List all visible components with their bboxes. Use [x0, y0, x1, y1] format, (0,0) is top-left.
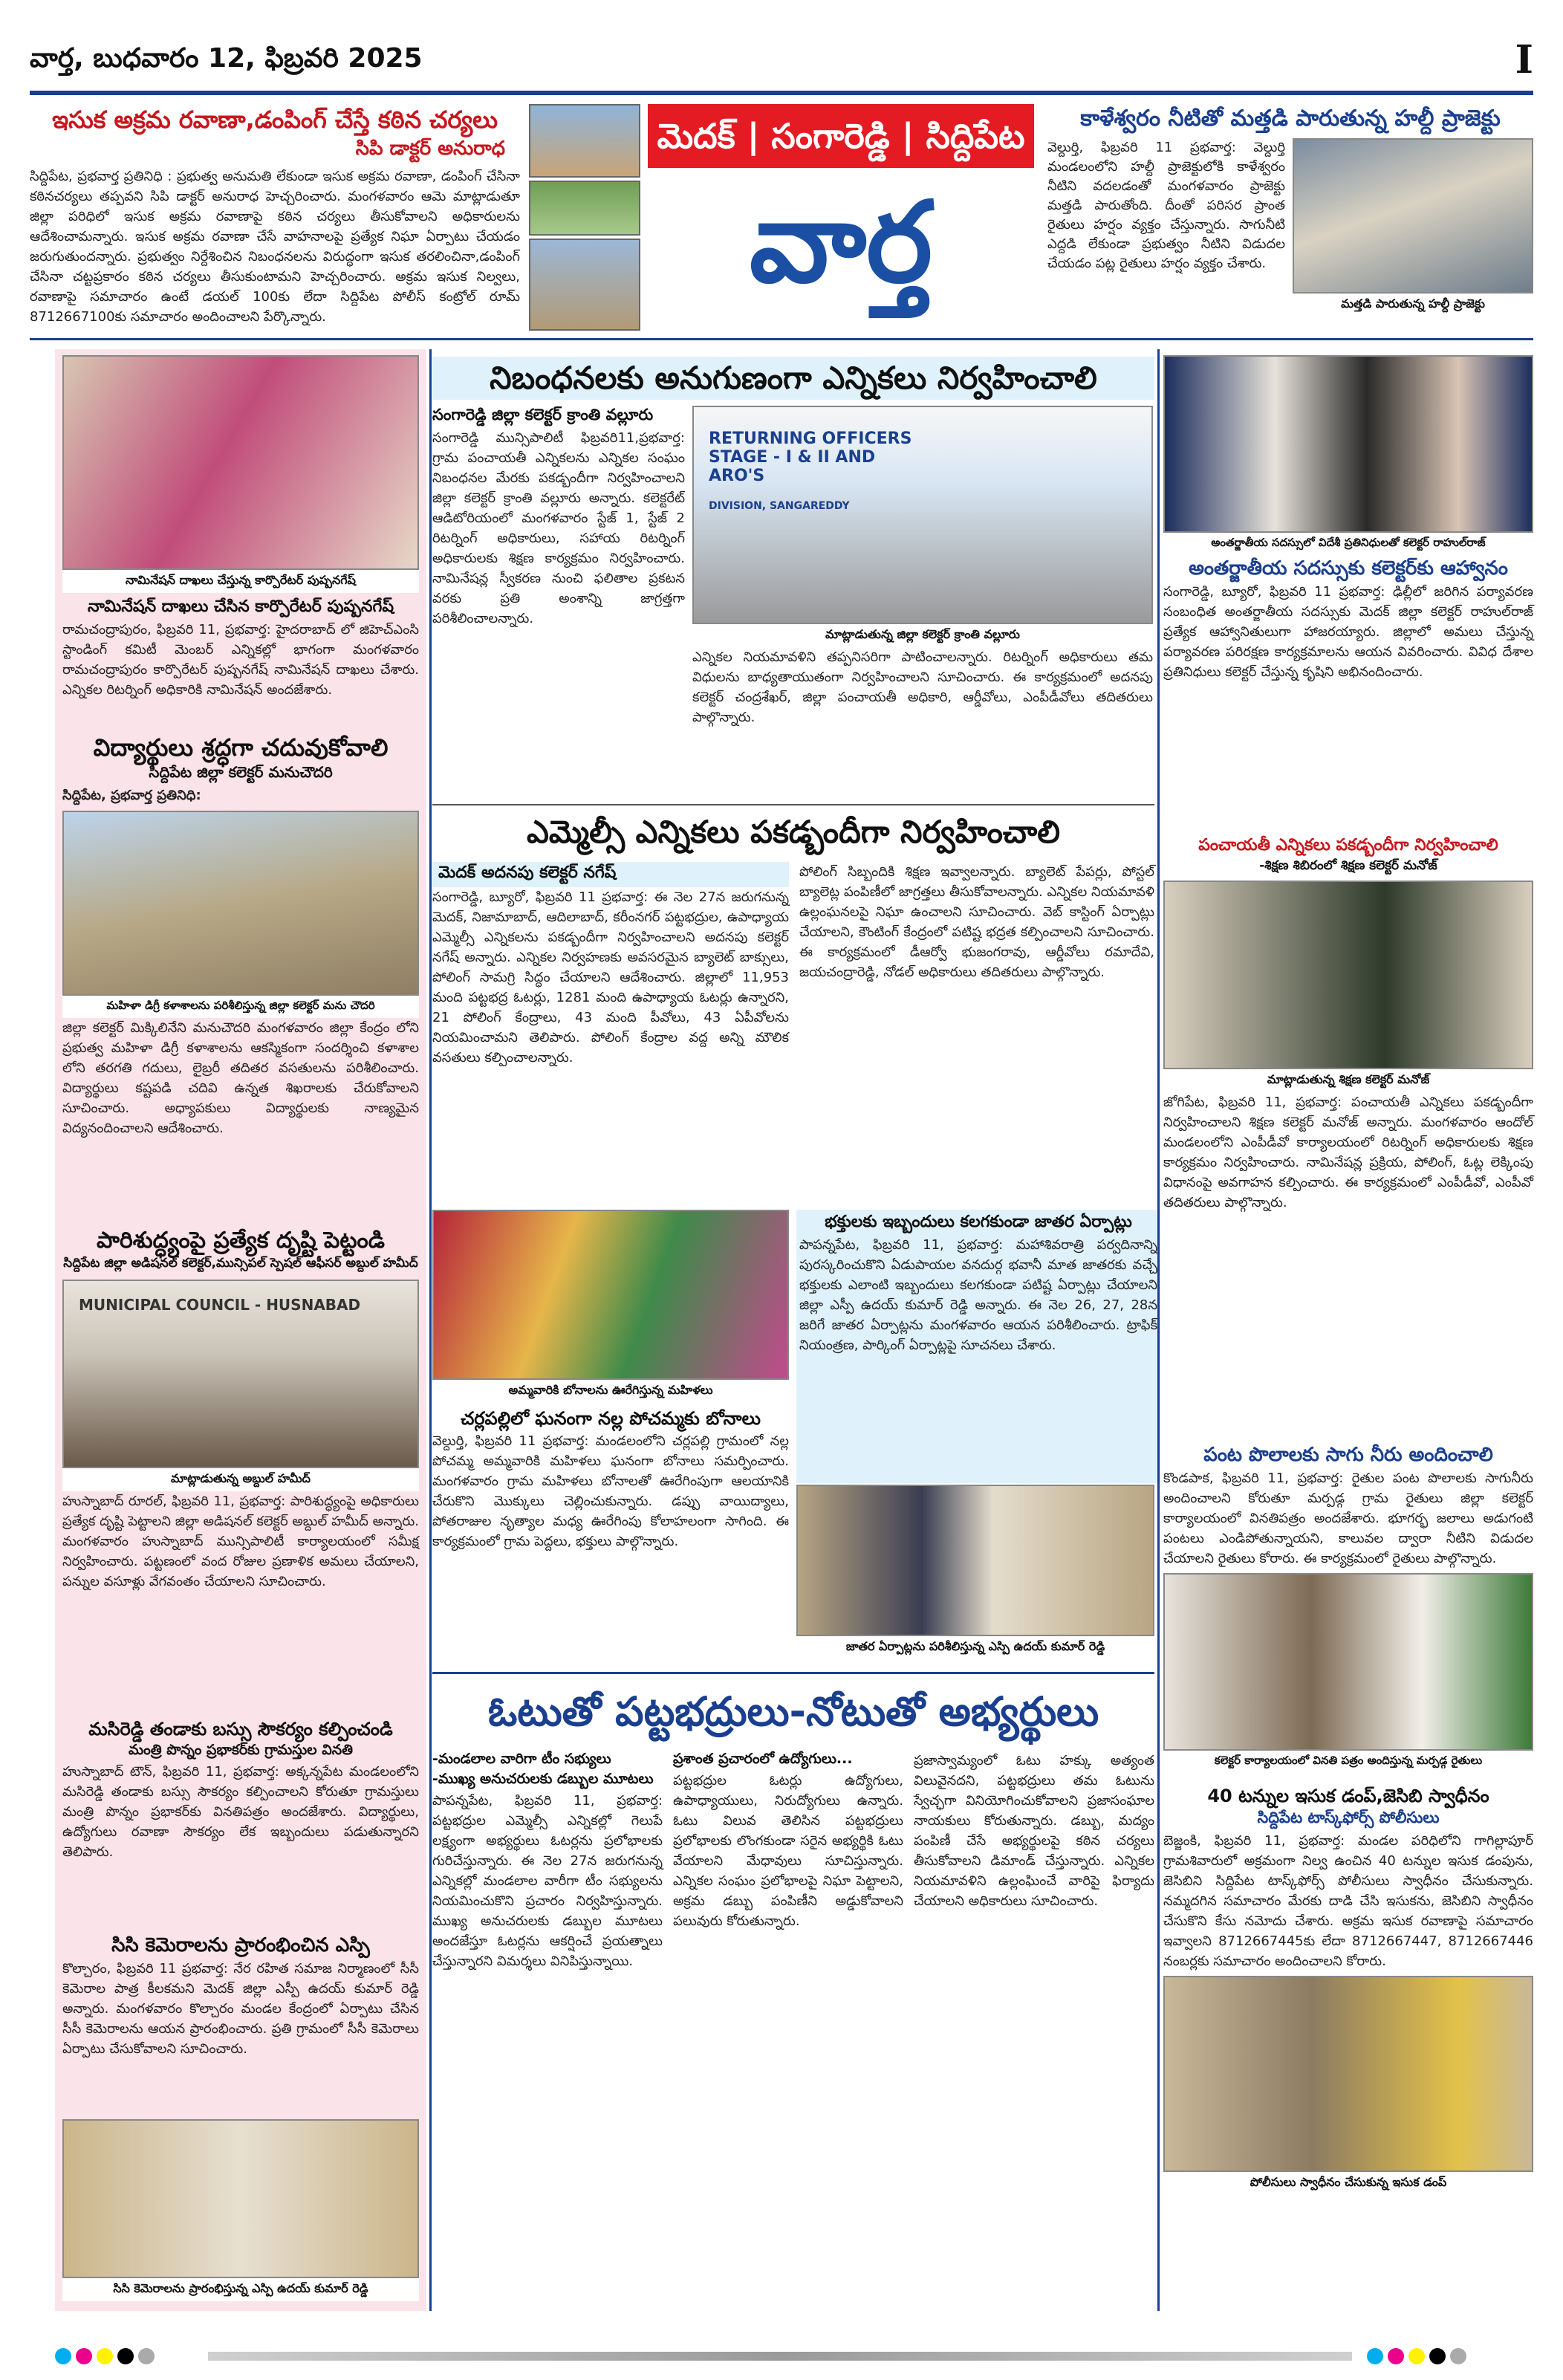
subheadline-1: -మండలాల వారిగా టీం సభ్యులు: [432, 1751, 611, 1767]
rule: [30, 338, 1533, 340]
body: బెజ్జంకి, ఫిబ్రవరి 11, ప్రభవార్త: మండల పరిధిలోని గాగిల్లాపూర్ గ్రామశివారులో అక్రమంగా నిల్వ ఉంచిన 40 టన్నుల ఇసుక డంపును, జెసిబిని సిద్దిపేట టాస్క్‌ఫోర్స్ పోలీసులు స్వాధీనం చేసుకున్నారు. నమ్మదగిన సమాచారం మేరకు దాడి చేసి ఇసుకను, జెసిబిని స్వాధీనం చేసుకొని కేసు నమోదు చేశారు. అక్రమ ఇసుక రవాణాపై సమాచారం ఇవ్వాలని 8712667445కు లేదా 8712667447, 8712667446 నంబర్లకు సమాచారం అందించాలని కోరారు.: [1163, 1833, 1533, 1969]
subheadline: -శిక్షణ శిబిరంలో శిక్షణ కలెక్టర్ మనోజ్: [1259, 858, 1437, 873]
body: జిల్లా కలెక్టర్ మిక్కిలినేని మనుచౌదరి మంగళవారం జిల్లా కేంద్రం లోని ప్రభుత్వ మహిళా డిగ్రీ కళాశాలను ఆకస్మికంగా సందర్శించి కళాశాల లోని తరగతి గదులు, లైబ్రరీ తదితర వసతులను పరిశీలించారు. విద్యార్థులు కష్టపడి చదివి ఉన్నత శిఖరాలకు చేరుకోవాలని సూచించారు. అధ్యాపకులు విద్యార్థులకు నాణ్యమైన విద్యనందించాలని ఆదేశించారు.: [62, 1020, 419, 1136]
caption: నామినేషన్ దాఖలు చేస్తున్న కార్పొరేటర్ పుష్పనగేష్: [62, 570, 419, 593]
council-photo: [62, 1280, 419, 1468]
headline: చర్లపల్లిలో ఘనంగా నల్ల పోచమ్మకు బోనాలు: [461, 1408, 761, 1429]
caption: అంతర్జాతీయ సదస్సులో విదేశీ ప్రతినిధులతో కలెక్టర్ రాహుల్‌రాజ్: [1163, 533, 1533, 555]
nomination-photo: [62, 355, 419, 570]
story-jatara: [796, 1210, 1160, 1483]
color-registration-right: [1367, 2348, 1471, 2367]
headline: కాళేశ్వరం నీటితో మత్తడి పారుతున్న హల్దీ ప్రాజెక్టు: [1080, 106, 1501, 132]
body: పాపన్నపేట, ఫిబ్రవరి 11, ప్రభవార్త: మహాశివరాత్రి పర్వదినాన్ని పురస్కరించుకొని ఏడుపాయల వనదుర్గ భవానీ మాత జాతరకు వచ్చే భక్తులకు ఎలాంటి ఇబ్బందులు కలగకుండా పటిష్ట ఏర్పాట్లు చేయాలని జిల్లా ఎస్పీ ఉదయ్ కుమార్ రెడ్డి అన్నారు. ఈ నెల 26, 27, 28న జరిగే జాతర ఏర్పాట్లను మంగళవారం ఆయన పరిశీలించారు. ట్రాఫిక్ నియంత్రణ, పార్కింగ్ ఏర్పాట్లపై సూచనలు చేశారు.: [799, 1237, 1157, 1353]
headline: ఓటుతో పట్టభద్రులు-నోటుతో అభ్యర్థులు: [487, 1688, 1099, 1735]
body-left: సంగారెడ్డి మున్సిపాలిటీ ఫిబ్రవరి11,ప్రభవార్త: గ్రామ పంచాయతీ ఎన్నికలను ఎన్నికల సంఘం నిబంధనల మేరకు పకడ్బందీగా నిర్వహించాలని జిల్లా కలెక్టర్ క్రాంతి వల్లూరు అన్నారు. కలెక్టరేట్ ఆడిటోరియంలో మంగళవారం స్టేజ్ 1, స్టేజ్ 2 రిటర్నింగ్ అధికారులు, సహాయ రిటర్నింగ్ అధికారులకు శిక్షణ కార్యక్రమం నిర్వహించారు. నామినేషన్ల స్వీకరణ నుంచి ఫలితాల ప్రకటన వరకు ప్రతి అంశాన్ని జాగ్రత్తగా పరిశీలించాలన్నారు.: [432, 430, 685, 626]
subheadline: సిద్దిపేట జిల్లా కలెక్టర్ మనుచౌదరి: [149, 763, 333, 781]
subheadline: సిద్దిపేట జిల్లా అడిషనల్ కలెక్టర్,మున్సిపల్ స్పెషల్ ఆఫీసర్ అబ్దుల్ హమీద్: [63, 1256, 418, 1271]
caption: మాట్లాడుతున్న అబ్దుల్ హమీద్: [62, 1468, 419, 1491]
caption: అమ్మవారికి బోనాలను ఊరేగిస్తున్న మహిళలు: [432, 1380, 789, 1403]
seized-photo: [1163, 1976, 1533, 2172]
body: కొండపాక, ఫిబ్రవరి 11, ప్రభవార్త: రైతుల పంట పొలాలకు సాగునీరు అందించాలని కోరుతూ మర్పడ్గ గ్రామ రైతులు జిల్లా కలెక్టర్ కార్యాలయంలో వినతిపత్రం అందజేశారు. భూగర్భ జలాలు అడుగంటి పంటలు ఎండిపోతున్నాయని, కాలువల ద్వారా నీటిని విడుదల చేయాలని రైతులు కోరారు. ఈ కార్యక్రమంలో రైతులు పాల్గొన్నారు.: [1163, 1471, 1533, 1566]
story-crops: [1163, 1442, 1533, 1773]
farmers-photo: [1163, 1573, 1533, 1751]
headline: పంచాయతీ ఎన్నికలు పకడ్బందీగా నిర్వహించాలి: [1198, 836, 1498, 855]
body-right: ఎన్నికల నియమావళిని తప్పనిసరిగా పాటించాలన్నారు. రిటర్నింగ్ అధికారులు తమ విధులను బాధ్యతాయుతంగా నిర్వహించాలని సూచించారు. ఈ కార్యక్రమంలో అదనపు కలెక్టర్ చంద్రశేఖర్, జిల్లా పంచాయతీ అధికారి, ఆర్డీవోలు, ఎంపీడీవోలు తదితరులు పాల్గొన్నారు.: [692, 649, 1153, 725]
training-class-photo: [1163, 881, 1533, 1069]
column-rule: [1157, 349, 1160, 2311]
caption: సిసి కెమెరాలను ప్రారంభిస్తున్న ఎస్పి ఉదయ్ కుమార్ రెడ్డి: [62, 2278, 419, 2301]
dateline: వార్త, బుధవారం 12, ఫిబ్రవరి 2025: [30, 43, 423, 74]
headline: మసిరెడ్డి తండాకు బస్సు సౌకర్యం కల్పించండి: [88, 1719, 393, 1739]
subheadline: మంత్రి పొన్నం ప్రభాకర్‌కు గ్రామస్తుల వినతి: [129, 1742, 353, 1758]
dam-photo: [1293, 138, 1533, 294]
headline: అంతర్జాతీయ సదస్సుకు కలెక్టర్‌కు ఆహ్వానం: [1189, 557, 1508, 580]
brand-logo: వార్త: [749, 177, 933, 308]
dateline: సిద్దిపేట, ప్రభవార్త ప్రతినిధి:: [62, 788, 201, 803]
headline: ఎమ్మెల్సీ ఎన్నికలు పకడ్బందీగా నిర్వహించాలి: [526, 814, 1060, 850]
story-sanitation: [62, 1226, 419, 1592]
subheadline: సంగారెడ్డి జిల్లా కలెక్టర్ క్రాంతి వల్లూరు: [432, 406, 654, 424]
story-mlc-body: [432, 862, 1154, 1068]
jatara-photo: [796, 1485, 1154, 1636]
caption: మాట్లాడుతున్న జిల్లా కలెక్టర్ క్రాంతి వల్లూరు: [692, 624, 1153, 647]
temple-photo: [529, 104, 640, 178]
body-2: పట్టభద్రుల ఓటర్లు ఉద్యోగులు, ఉపాధ్యాయులు, నిరుద్యోగులు ఉన్నారు. ఓటు విలువ తెలిసిన పట్టభద్రులు ప్రలోభాలకు లొంగకుండా సరైన అభ్యర్థికి ఓటు వేయాలని మేధావులు సూచిస్తున్నారు. ఎన్నికల సంఘం ప్రలోభాలపై నిఘా పెట్టాలని, అక్రమ డబ్బు పంపిణీని అడ్డుకోవాలని పలువురు కోరుతున్నారు.: [673, 1773, 903, 1929]
body: సంగారెడ్డి, బ్యూరో, ఫిబ్రవరి 11 ప్రభవార్త: ఈ నెల 27న జరుగనున్న మెదక్, నిజామాబాద్, ఆదిలాబాద్, కరీంనగర్ పట్టభద్రుల, ఉపాధ్యాయ ఎమ్మెల్సీ ఎన్నికలను పకడ్బందీగా నిర్వహించాలని అదనపు కలెక్టర్ నగేష్ అన్నారు. ఎన్నికల నిర్వహణకు అవసరమైన బ్యాలెట్ బాక్సులు, పోలింగ్ సామగ్రి సిద్ధం చేయాలని ఆదేశించారు. జిల్లాలో 11,953 మంది పట్టభద్ర ఓటర్లు, 1281 మంది ఉపాధ్యాయ ఓటర్లు ఉన్నారని, 21 పోలింగ్ కేంద్రాలు, 43 మంది పీవోలు, 43 ఏపీవోలను నియమించామని తెలిపారు. పోలింగ్ కేంద్రాల వద్ద అన్ని మౌలిక వసతులు కల్పించాలన్నారు.: [432, 889, 789, 1066]
headline: పారిశుద్ధ్యంపై ప్రత్యేక దృష్టి పెట్టండి: [97, 1228, 385, 1254]
body: జోగిపేట, ఫిబ్రవరి 11, ప్రభవార్త: పంచాయతీ ఎన్నికలు పకడ్బందీగా నిర్వహించాలని శిక్షణ కలెక్టర్ మనోజ్ అన్నారు. మంగళవారం ఆందోల్ మండలంలోని ఎంపీడీవో కార్యాలయంలో రిటర్నింగ్ అధికారులకు శిక్షణ కార్యక్రమం నిర్వహించారు. నామినేషన్ల ప్రక్రియ, పోలింగ్, ఓట్ల లెక్కింపు విధానంపై అవగాహన కల్పించారు. ఈ కార్యక్రమంలో ఎంపీడీవో, ఎంపీవో తదితరులు పాల్గొన్నారు.: [1163, 1095, 1533, 1210]
story-intl: [1163, 355, 1533, 682]
page-number: I: [1515, 37, 1533, 82]
bottom-bar: [208, 2352, 1352, 2361]
district-banner: మెదక్ | సంగారెడ్డి | సిద్దిపేట: [648, 104, 1034, 168]
body: సంగారెడ్డి, బ్యూరో, ఫిబ్రవరి 11 ప్రభవార్త: ఢిల్లీలో జరిగిన పర్యావరణ సంబంధిత అంతర్జాతీయ సదస్సుకు మెదక్ జిల్లా కలెక్టర్ రాహుల్‌రాజ్ ప్రత్యేక ఆహ్వానితులుగా హాజరయ్యారు. జిల్లాలో అమలు చేస్తున్న పర్యావరణ పరిరక్షణ కార్యక్రమాలను ఆయన వివరించారు. వివిధ దేశాల ప్రతినిధులు కలెక్టర్ చేస్తున్న కృషిని అభినందించారు.: [1163, 584, 1533, 680]
color-registration-left: [55, 2348, 159, 2367]
rule: [432, 804, 1154, 805]
headline: పంట పొలాలకు సాగు నీరు అందించాలి: [1203, 1444, 1493, 1466]
body: వెల్దుర్తి, ఫిబ్రవరి 11 ప్రభవార్త: వెల్దుర్తి మండలంలోని హల్దీ ప్రాజెక్టులోకి కాళేశ్వరం నీటిని వదలడంతో మంగళవారం ప్రాజెక్టు మత్తడి పారుతోంది. దీంతో పరిసర ప్రాంత రైతులు హర్షం వ్యక్తం చేస్తున్నారు. సాగునీటి ఎద్దడి లేకుండా ప్రభుత్వం నీటిని విడుదల చేయడం పట్ల రైతులు హర్షం వ్యక్తం చేశారు.: [1047, 140, 1285, 271]
subheadline-2: -ముఖ్య అనుచరులకు డబ్బుల మూటలు: [432, 1771, 654, 1787]
story-kaleshwaram: [1047, 104, 1533, 327]
headline: విద్యార్థులు శ్రద్ధగా చదువుకోవాలి: [93, 733, 389, 762]
subhead: ప్రశాంత ప్రచారంలో ఉద్యోగులు...: [673, 1751, 853, 1767]
headline: 40 టన్నుల ఇసుక డంప్,జెసిబి స్వాధీనం: [1207, 1786, 1489, 1806]
subheadline: సిపి డాక్టర్ అనురాధ: [355, 137, 505, 160]
body: సిద్దిపేట, ప్రభవార్త ప్రతినిధి : ప్రభుత్వ అనుమతి లేకుండా ఇసుక అక్రమ రవాణా, డంపింగ్ చేసినా కఠినచర్యలు తప్పవని సిపి డాక్టర్ అనురాధ హెచ్చరించారు. మంగళవారం ఆమె మాట్లాడుతూ జిల్లా పరిధిలో ఇసుక అక్రమ రవాణాపై కఠిన చర్యలు తీసుకోవాలని అధికారులను ఆదేశించామన్నారు. ఇసుక అక్రమ రవాణా చేసే వాహనాలపై ప్రత్యేక నిఘా ఏర్పాటు చేయడం జరుగుతుందన్నారు. ప్రభుత్వం నిర్దేశించిన నిబంధనలను విరుద్ధంగా ఇసుక తరలించినా,డంపింగ్ చేసినా చట్టప్రకారం కఠిన చర్యలు తీసుకుంటామని హెచ్చరించారు. అక్రమ ఇసుక నిల్వలు, రవాణాపై సమాచారం ఉంటే డయల్ 100కు లేదా సిద్దిపేట పోలీస్ కంట్రోల్ రూమ్ 8712667100కు సమాచారం అందించాలని పేర్కొన్నారు.: [30, 169, 520, 325]
bonalu-photo: [432, 1210, 789, 1380]
body: పాపన్నపేట, ఫిబ్రవరి 11, ప్రభవార్త: పట్టభద్రుల ఎమ్మెల్సీ ఎన్నికల్లో గెలుపే లక్ష్యంగా అభ్యర్థులు ఓటర్లను ప్రలోభాలకు గురిచేస్తున్నారు. ఈ నెల 27న జరుగనున్న ఎన్నికల్లో మండలాల వారీగా టీం సభ్యులను నియమించుకొని ప్రచారం నిర్వహిస్తున్నారు. ముఖ్య అనుచరులకు డబ్బుల మూటలు అందజేస్తూ ఓటర్లను ఆకర్షించే ప్రయత్నాలు చేస్తున్నారని విమర్శలు వినిపిస్తున్నాయి.: [432, 1793, 663, 1969]
headline: సిసి కెమెరాలను ప్రారంభించిన ఎస్పి: [111, 1934, 370, 1956]
body: రామచంద్రాపురం, ఫిబ్రవరి 11, ప్రభవార్త: హైదరాబాద్ లో జిహెచ్ఎంసి స్టాండింగ్ కమిటీ మెంబర్ ఎన్నికల్లో భాగంగా మంగళవారం రామచంద్రాపురం కార్పొరేటర్ పుష్పనగేష్ నామినేషన్ దాఖలు చేశారు. ఎన్నికల రిటర్నింగ్ అధికారికి నామినేషన్ అందజేశారు.: [62, 622, 419, 698]
photo-sign: MUNICIPAL COUNCIL - HUSNABAD: [79, 1296, 361, 1314]
caption: జాతర ఏర్పాట్లను పరిశీలిస్తున్న ఎస్పి ఉదయ్ కుమార్ రెడ్డి: [796, 1636, 1154, 1659]
headline: నామినేషన్ దాఖలు చేసిన కార్పొరేటర్ పుష్పనగేష్: [87, 597, 394, 616]
caption: మాట్లాడుతున్న శిక్షణ కలెక్టర్ మనోజ్: [1163, 1069, 1533, 1092]
cctv-photo: [62, 2119, 419, 2278]
headline: భక్తులకు ఇబ్బందులు కలగకుండా జాతర ఏర్పాట్లు: [825, 1213, 1132, 1231]
story-seized: [1163, 1783, 1533, 2195]
story-nomination: [62, 355, 419, 700]
body: కొల్చారం, ఫిబ్రవరి 11 ప్రభవార్త: నేర రహిత సమాజ నిర్మాణంలో సీసీ కెమెరాల పాత్ర కీలకమని మెదక్ జిల్లా ఎస్పీ ఉదయ్ కుమార్ రెడ్డి అన్నారు. మంగళవారం కొల్చారం మండల కేంద్రంలో ఏర్పాటు చేసిన సీసీ కెమెరాలను ఆయన ప్రారంభించారు. ప్రతి గ్రామంలో సీసీ కెమెరాలు ఏర్పాటు చేసుకోవాలని సూచించారు.: [62, 1961, 419, 2057]
story-elections: [432, 357, 1154, 799]
training-photo: [692, 406, 1153, 624]
body: వెల్దుర్తి, ఫిబ్రవరి 11 ప్రభవార్త: మండలంలోని చర్లపల్లి గ్రామంలో నల్ల పోచమ్మ అమ్మవారికి మహిళలు ఘనంగా బోనాలు సమర్పించారు. మంగళవారం గ్రామ మహిళలు బోనాలతో ఊరేగింపుగా ఆలయానికి చేరుకొని మొక్కులు చెల్లించుకున్నారు. డప్పు వాయిద్యాలు, పోతరాజుల నృత్యాల మధ్య ఊరేగింపు కోలాహలంగా సాగింది. ఈ కార్యక్రమంలో గ్రామ పెద్దలు, భక్తులు పాల్గొన్నారు.: [432, 1433, 789, 1549]
college-photo: [62, 811, 419, 996]
headline: నిబంధనలకు అనుగుణంగా ఎన్నికలు నిర్వహించాలి: [432, 357, 1154, 400]
subheadline: సిద్దిపేట టాస్క్‌ఫోర్స్ పోలీసులు: [1257, 1809, 1440, 1826]
caption: పోలీసులు స్వాధీనం చేసుకున్న ఇసుక డంప్: [1163, 2172, 1533, 2195]
masthead: [648, 104, 1034, 327]
masthead-photos: [529, 104, 640, 327]
story-panchayat: [1163, 836, 1533, 1213]
jatara-photo-block: [796, 1485, 1154, 1659]
headline: ఇసుక అక్రమ రవాణా,డంపింగ్ చేస్తే కఠిన చర్యలు: [52, 106, 498, 134]
building-photo: [529, 181, 640, 236]
header-rule: [30, 91, 1533, 95]
rule: [432, 1672, 1154, 1674]
story-students: [62, 732, 419, 1138]
conference-photo: [1163, 355, 1533, 533]
subheadline: మెదక్ అదనపు కలెక్టర్ నగేష్: [432, 862, 789, 887]
body: హుస్నాబాద్ టౌన్, ఫిబ్రవరి 11, ప్రభవార్త: అక్కన్నపేట మండలంలోని మసిరెడ్డి తండాకు బస్సు సౌకర్యం కల్పించాలని కోరుతూ గ్రామస్తులు మంత్రి పొన్నం ప్రభాకర్‌కు వినతిపత్రం అందజేశారు. విద్యార్థులు, ఉద్యోగులు రవాణా సౌకర్యం లేక ఇబ్బందులు పడుతున్నారని తెలిపారు.: [62, 1764, 419, 1860]
body-3: ప్రజాస్వామ్యంలో ఓటు హక్కు అత్యంత విలువైనదని, పట్టభద్రులు తమ ఓటును స్వేచ్ఛగా వినియోగించుకోవాలని ప్రజాసంఘాల నాయకులు కోరుతున్నారు. డబ్బు, మద్యం పంపిణీ చేసే అభ్యర్థులపై కఠిన చర్యలు తీసుకోవాలని డిమాండ్ చేస్తున్నారు. ఎన్నికల నియమావళిని ఉల్లంఘించే వారిపై ఫిర్యాదు చేయాలని అధికారులు సూచించారు.: [914, 1753, 1154, 1909]
story-bus: [62, 1716, 419, 1862]
banner-text: RETURNING OFFICERS STAGE - I & II AND ARO'S: [709, 429, 912, 485]
story-bonalu: [432, 1210, 789, 1551]
story-graduates: [432, 1681, 1154, 2305]
caption: మత్తడి పారుతున్న హల్దీ ప్రాజెక్టు: [1293, 294, 1533, 317]
story-cctv: [62, 1932, 419, 2301]
caption: మహిళా డిగ్రీ కళాశాలను పరిశీలిస్తున్న జిల్లా కలెక్టర్ మను చౌదరి: [62, 996, 419, 1018]
body: హుస్నాబాద్ రూరల్, ఫిబ్రవరి 11, ప్రభవార్త: పారిశుద్ధ్యంపై అధికారులు ప్రత్యేక దృష్టి పెట్టాలని జిల్లా అడిషనల్ కలెక్టర్ అబ్దుల్ హమీద్ అన్నారు. మంగళవారం హుస్నాబాద్ మున్సిపాలిటీ కార్యాలయంలో సమీక్ష నిర్వహించారు. పట్టణంలో వంద రోజుల ప్రణాళిక అమలు చేయాలని, పన్నుల వసూళ్లు వేగవంతం చేయాలని సూచించారు.: [62, 1494, 419, 1589]
story-sand: [30, 104, 520, 327]
body-2: పోలింగ్ సిబ్బందికి శిక్షణ ఇవ్వాలన్నారు. బ్యాలెట్ పేపర్లు, పోస్టల్ బ్యాలెట్ల పంపిణీలో జాగ్రత్తలు తీసుకోవాలన్నారు. ఎన్నికల నియమావళి ఉల్లంఘనలపై నిఘా ఉంచాలని సూచించారు. వెబ్ కాస్టింగ్ ఏర్పాట్లు చేయాలని, కౌంటింగ్ కేంద్రంలో పటిష్ట భద్రత కల్పించాలని సూచించారు. ఈ కార్యక్రమంలో డీఆర్వో భుజంగరావు, ఆర్డీవోలు రమాదేవి, జయచంద్రారెడ్డి, నోడల్ అధికారులు తదితరులు పాల్గొన్నారు.: [799, 864, 1154, 980]
banner-sub: DIVISION, SANGAREDDY: [709, 500, 850, 512]
caption: కలెక్టర్ కార్యాలయంలో వినతి పత్రం అందిస్తున్న మర్పడ్గ రైతులు: [1163, 1751, 1533, 1773]
clocktower-photo: [529, 239, 640, 331]
column-rule: [429, 349, 432, 2311]
